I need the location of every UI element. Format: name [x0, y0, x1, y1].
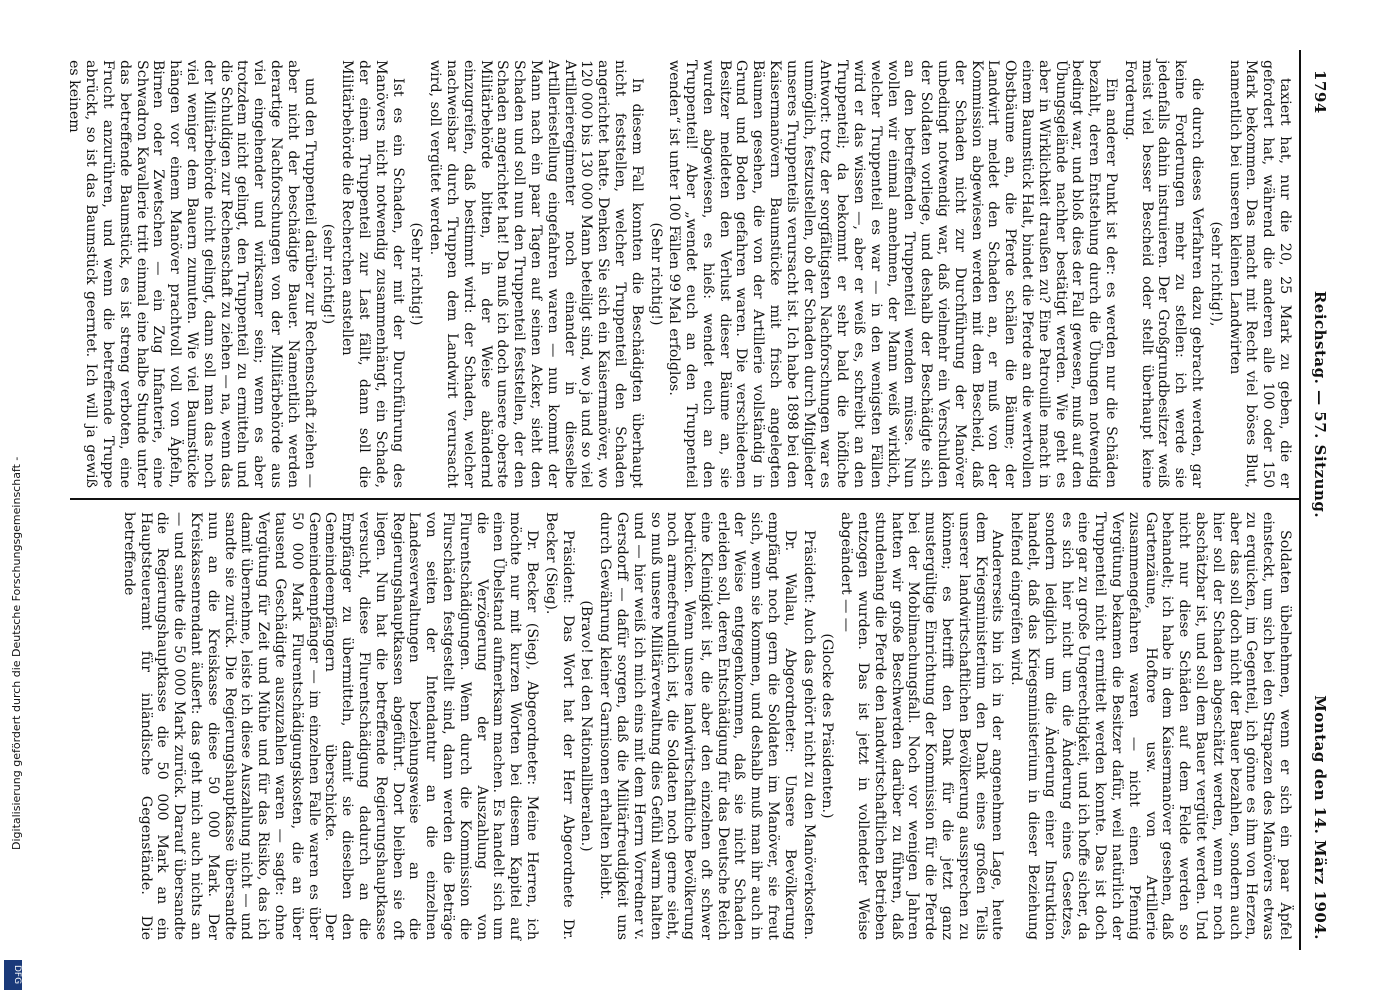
paragraph: Soldaten übelnehmen, wenn er sich ein paar Äpfel einsteckt, um sich bei den Strapazen des Manövers etwas zu erquicken, im Gegenteil, ich gönne es ihm von Herzen, aber das soll doch nicht der Bauer bezahlen, sondern auch hier soll der Schaden abgeschätzt werden, wenn er noch abschätzbar ist, und soll dem Bauer vergütet werden. Und nicht nur diese Schäden auf dem Felde werden so behandelt; ich habe in dem Kaisermanöver gesehen, daß Gartenzäune, Hoftore usw. von Artillerie zusammengefahren waren — nicht einen Pfennig Vergütung bekamen die Besitzer dafür, weil natürlich der Truppenteil nicht ermittelt werden konnte. Das ist doch eine gar zu große Ungerechtigkeit, und ich hoffe sicher, da es sich hier nicht um die Änderung eines Gesetzes, sondern lediglich um die Änderung einer Instruktion handelt, daß das Kriegsministerium in dieser Beziehung helfend eingreifen wird. — [1008, 512, 1293, 940]
interjection: (Sehr richtig!) — [408, 222, 425, 326]
page-header — [1305, 70, 1335, 940]
interjection: (sehr richtig!), — [1207, 221, 1224, 327]
session-title: Reichstag. — 57. Sitzung. — [1311, 290, 1329, 519]
paragraph: Andererseits bin ich in der angenehmen Lage, heute dem Kriegsministerium den Dank eines großen Teils unserer landwirtschaftlichen Bevölkerung aussprechen zu können; es betrifft den Dank für die jetzt ganz mustergültige Einrichtung der Kommission für die Pferde bei der Mobilmachungsfall. Noch vor wenigen Jahren hatten wir große Beschwerden darüber zu führen, daß stundenlang die Pferde den landwirtschaftlichen Betrieben entzogen wurden. Das ist jetzt in vollendeter Weise abgeändert — — — [838, 512, 1006, 940]
header-rule — [1299, 50, 1301, 950]
interjection: (Bravo! bei den Nationalliberalen.) — [578, 600, 595, 852]
president-remark: Präsident: Auch das gehört nicht zu den Manöverkosten. — [800, 530, 817, 940]
paragraph: Dr. Wallau, Abgeordneter: Unsere Bevölkerung empfängt noch gern die Soldaten im Manöver, sie freut sich, wenn sie kommen, und deshalb muß man ihr auch in der Weise entgegenkommen, daß sie nicht Schaden erleiden soll, deren Entschädigung für das Deutsche Reich eine Kleinigkeit ist, die aber den einzelnen oft schwer bedrücken. Wenn unsere landwirtschaftliche Bevölkerung noch armeefreundlich ist, die Soldaten noch gerne sieht, so muß unsere Militärverwaltung dies Gefühl warm halten und — hier weiß ich mich eins mit dem Herrn Vorredner v. Gersdorff — dafür sorgen, daß die Militärfreudigkeit uns durch Gewährung kleiner Garnisonen erhalten bleibt. — [597, 512, 798, 940]
column-divider — [70, 498, 1299, 500]
interjection: (Sehr richtig!) — [647, 222, 664, 326]
interjection: (Glocke des Präsidenten.) — [819, 633, 836, 819]
paragraph: In diesem Fall konnten die Beschädigten überhaupt nicht feststellen, welcher Truppenteil den Schaden angerichtet hatte. Denken Sie sich ein Kaisermanöver, wo 120 000 bis 130 000 Mann beteiligt sind, wo ja und so viel Artillerieregimenter noch einander in diesselbe Artilleriestellung eingefahren waren — nun kommt der Mann nach ein paar Tagen auf seinen Acker, sieht den Schaden und soll nun den Truppenteil feststellen, der den Schaden angerichtet hat! Da muß ich doch unsere oberste Militärbehörde bitten, in der Weise abändernd einzugreifen, daß bestimmt wird: der Schaden, welcher nachweisbar durch Truppen dem Landwirt verursacht wird, soll vergütet werden. — [427, 60, 645, 488]
paragraph: Ein anderer Punkt ist der: es werden nur die Schäden bezahlt, deren Entstehung durch die Übungen notwendig bedingt war, und bloß dies der Fall gewesen, muß auf den Übungsgelände nachher bestätigt werden. Wie geht es aber in Wirklichkeit draußen zu? Eine Patrouille macht in einem Baumstück Halt, bindet die Pferde an die wertvollen Obstbäume an, die Pferde schälen die Bäume; der Landwirt meldet den Schaden an, er muß von der Kommission abgewiesen werden mit dem Bescheid, daß der Schaden nicht zur Durchführung der Manöver unbedingt notwendig war, daß vielmehr ein Verschulden der Soldaten vorliege, und deshalb der Beschädigte sich an den betreffenden Truppenteil wenden müsse. Nun wollen wir einmal annehmen, der Mann weiß wirklich, welcher Truppenteil es war — in den wenigsten Fällen wird er das wissen —, aber er weiß es, schreibt an den Truppenteil; da bekommt er sehr bald die höfliche Antwort: trotz der sorgfältigsten Nachforschungen war es unmöglich, festzustellen, ob der Schaden durch Mitglieder unseres Truppenteils verursacht ist. Ich habe 1898 bei den Kaisermanövern Baumstücke mit frisch angelegten Bäumen gesehen, die von der Artillerie vollständig in Grund und Boden gefahren waren. Die verschiedenen Besitzer meldeten den Verlust dieser Bäume an, sie wurden abgewiesen, es hieß: wendet euch an den Truppenteil! Aber „wendet euch an den Truppenteil wenden“ ist unter 100 Fällen 99 Mal erfolglos. — [666, 60, 1120, 488]
page-number: 1794 — [1311, 70, 1329, 114]
rotated-page-content — [66, 50, 1335, 950]
president-remark: Präsident: Das Wort hat der Herr Abgeordnete Dr. Becker (Sieg). — [542, 512, 576, 940]
paragraph: Dr. Becker (Sieg), Abgeordneter: Meine Herren, ich möchte nur mit kurzen Worten bei diesem Kapitel auf einen Übelstand aufmerksam machen. Es handelt sich um die Verzögerung der Auszahlung von Flurentschädigungen. Wenn durch die Kommission die Flurschäden festgestellt sind, dann werden die Beträge von seiten der Intendantur an die einzelnen Landesverwaltungen beziehungsweise an die Regierungshauptkassen abgeführt. Dort bleiben sie oft liegen. Nun hat die betreffende Regierungshauptkasse versucht, diese Flurentschädigung dadurch an die Empfänger zu übermitteln, damit sie dieselben den Gemeindeempfängern überschickte. Der Gemeindeempfänger — im einzelnen Falle waren es über 50 000 Mark Flurentschädigungskosten, die an über tausend Geschädigte auszuzahlen waren — sagte: ohne Vergütung für Zeit und Mühe und für das Risiko, das ich damit übernehme, leiste ich diese Auszahlung nicht — und sandte sie zurück. Die Regierungshauptkasse übersandte nun an die Kreiskasse diese 50 000 Mark. Der Kreiskassenrendant äußert: das geht mich auch nichts an — und sandte die 50 000 Mark zurück. Darauf übersandte die Regierungshauptkasse die 50 000 Mark an ein Hauptsteueramt für inländische Gegenstände. Die betreffende — [120, 512, 540, 940]
session-date: Montag den 14. März 1904. — [1311, 695, 1329, 940]
paragraph: und den Truppenteil darüber zur Rechenschaft ziehen — aber nicht der beschädigte Bauer. Namentlich werden derartige Nachforschungen von der Militärbehörde aus viel eingehender und wirksamer sein; wenn es aber trotzdem nicht gelingt, den Truppenteil zu ermitteln und die Schuldigen zur Rechenschaft zu ziehen — na, wenn das der Militärbehörde nicht gelingt, dann soll man das noch viel weniger dem Bauern zumuten. Wie viel Baumstücke hängen vor einem Manöver prachtvoll voll von Äpfeln, Birnen oder Zwetschen — ein Zug Infanterie, eine Schwadron Kavallerie tritt einmal eine halbe Stunde unter das betreffende Baumstück, es ist streng verboten, eine Frucht anzurühren, und wenn die betreffende Truppe abrückt, so ist das Baumstück geerntet. Ich will ja gewiß es keinem — [66, 60, 318, 488]
dfg-logo: DFG — [4, 960, 22, 990]
paragraph: Ist es ein Schaden, der mit der Durchführung des Manövers nicht notwendig zusammenhängt, ein Schade, der einem Truppenteil zur Last fällt, dann soll die Militärbehörde die Recherchen anstellen — [339, 60, 406, 488]
paragraph: die durch dieses Verfahren dazu gebracht werden, gar keine Forderungen mehr zu stellen: ich werde sie jedenfalls dahin instruieren. Der Großgrundbesitzer weiß meist viel besser Bescheid oder stellt überhaupt keine Forderung. — [1121, 60, 1206, 488]
digitization-notice: Digitalisierung gefördert durch die Deutsche Forschungsgemeinschaft - — [10, 456, 23, 850]
paragraph: taxiert hat, nur die 20, 25 Mark zu geben, die er gefordert hat, während die anderen alle 100 oder 150 Mark bekommen. Das macht mit Recht viel böses Blut, namentlich bei unseren kleinen Landwirten — [1226, 60, 1293, 488]
left-column — [64, 60, 1293, 488]
interjection: (sehr richtig!) — [320, 223, 337, 325]
right-column — [118, 512, 1293, 940]
